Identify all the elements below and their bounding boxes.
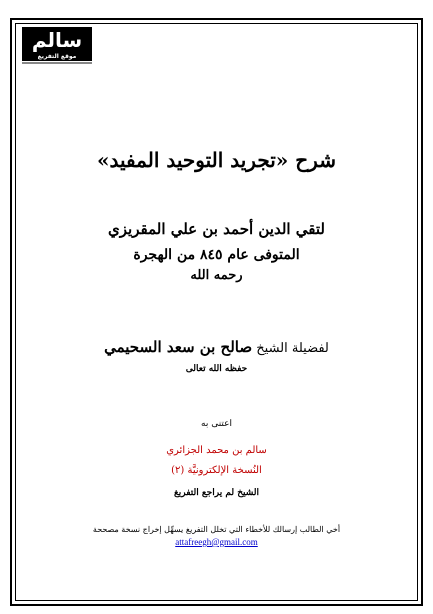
errata-note: أخي الطالب إرسالك للأخطاء التي تخلل التفريغ يسهِّل إخراج نسخة مصححة (92, 525, 341, 534)
logo-word: سالم (22, 27, 92, 53)
contact-email (0, 537, 433, 547)
iatana-label: اعتنى به (201, 419, 232, 429)
editor-name: سالم بن محمد الجزائري (166, 445, 267, 456)
rahimahu-line: رحمه الله (190, 268, 243, 283)
email-link[interactable]: attafreegh@gmail.com (175, 537, 258, 547)
site-logo (22, 27, 92, 67)
death-year-line: المتوفى عام ٨٤٥ من الهجرة (133, 247, 300, 263)
sheikh-name: صالح بن سعد السحيمي (104, 338, 253, 356)
hafiz-line: حفظه الله تعالى (185, 364, 248, 374)
book-title: شرح «تجريد التوحيد المفيد» (97, 148, 336, 172)
logo-subtitle: موقع التفريغ (22, 53, 92, 61)
sheikh-prefix: لفضيلة الشيخ (256, 341, 329, 356)
edition-label: النُسخة الإلكترونيَّة (٢) (171, 465, 262, 476)
page-border-inner (15, 23, 418, 601)
author-line: لتقي الدين أحمد بن علي المقريزي (108, 220, 325, 238)
logo-fine-print (22, 61, 92, 66)
review-note: الشيخ لم يراجع التفريغ (173, 488, 260, 498)
sheikh-line (0, 338, 433, 356)
